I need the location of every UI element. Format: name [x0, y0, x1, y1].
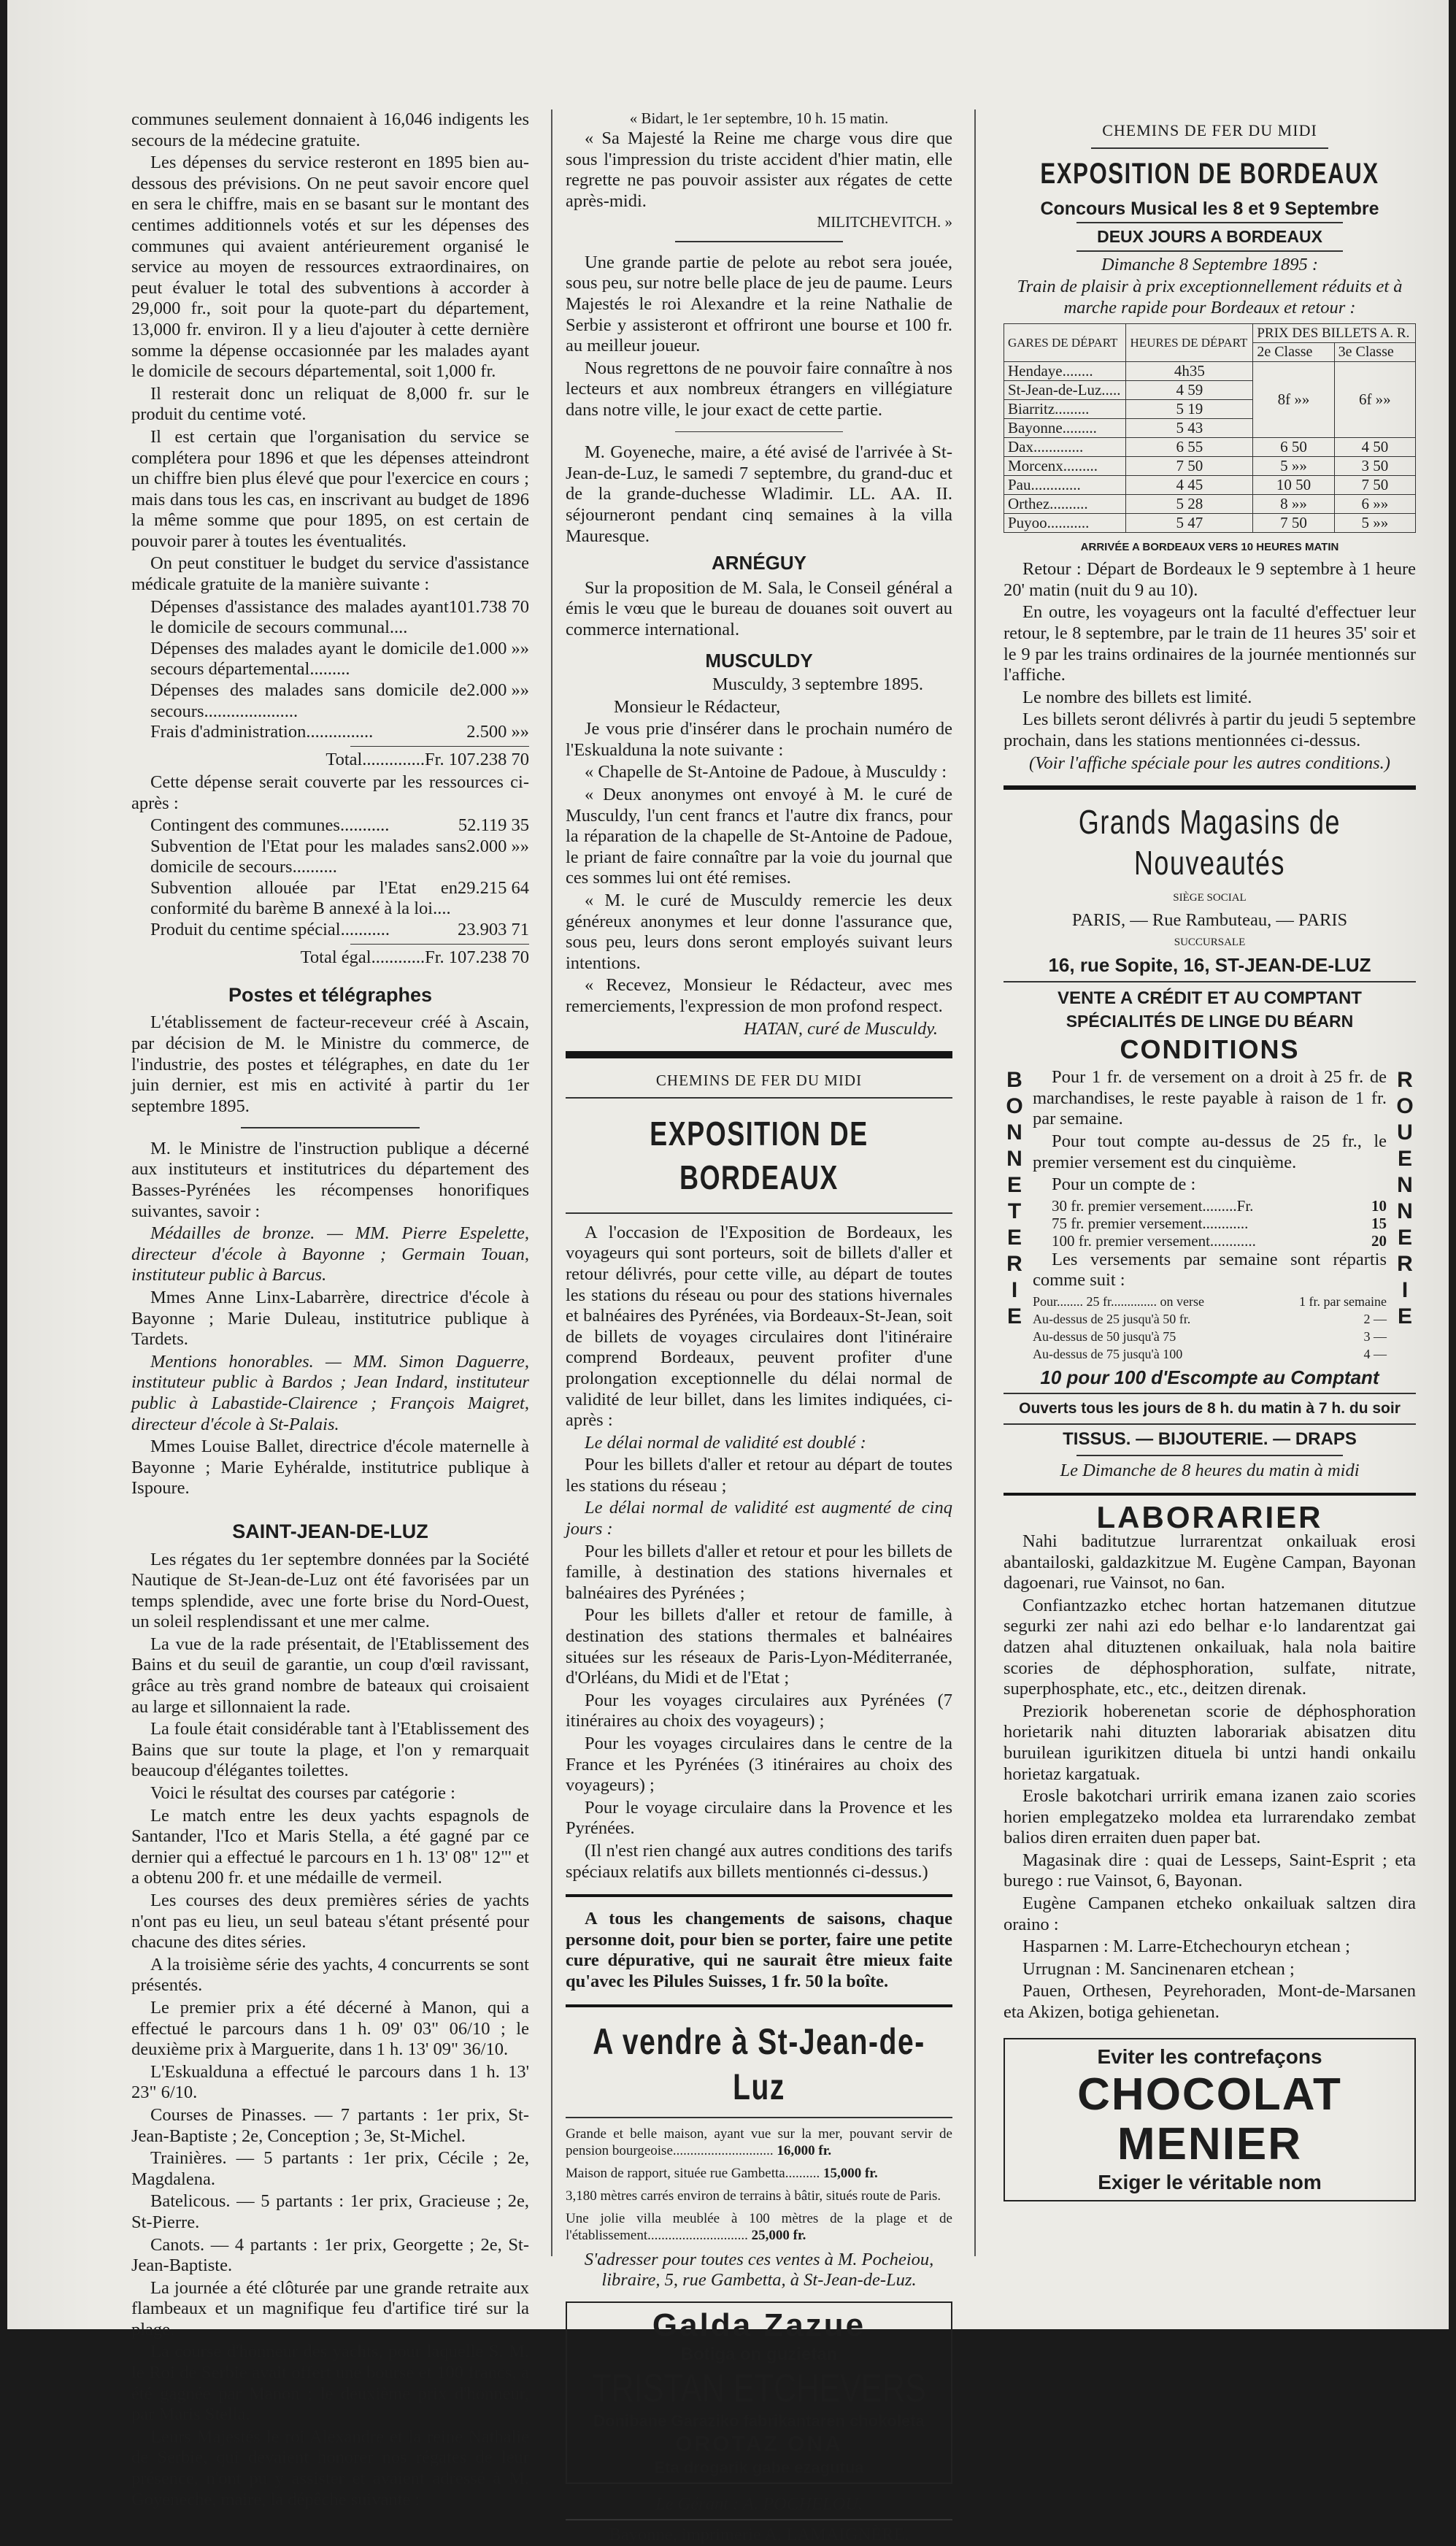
letter: I [1011, 1278, 1018, 1303]
price-2nd: 6 50 [1253, 437, 1334, 456]
divider [566, 1097, 952, 1099]
divider [241, 1127, 420, 1128]
paragraph: Il est certain que l'organisation du service se complétera pour 1896 et que les dépenses atteindront un chiffre bien plus élevé que pour l'exercice en cours ; mais dans tous les cas, en inscrivant au budget de 1896 la même somme que pour 1895, on est certain de pouvoir parer à toutes les éventualités. [131, 426, 529, 551]
paragraph: Les régates du 1er septembre données par la Société Nautique de St-Jean-de-Luz ont été favorisées par un temps splendide, avec une forte brise du Nord-Ouest, un soleil resplendissant et une mer calme. [131, 1549, 529, 1632]
paragraph: Trainières. — 5 partants : 1er prix, Cécile ; 2e, Magdalena. [131, 2148, 529, 2189]
sale-item-price: 16,000 fr. [777, 2142, 832, 2158]
two-days-line: DEUX JOURS A BORDEAUX [1097, 227, 1322, 247]
price-3rd: 3 50 [1334, 456, 1415, 475]
paragraph: Médailles de bronze. — MM. Pierre Espelette, directeur d'école à Bayonne ; Germain Touan, instituteur public à Barcus. [131, 1223, 529, 1285]
chocolat-menier-advert [1004, 2038, 1416, 2201]
paragraph: « Recevez, Monsieur le Rédacteur, avec mes remerciements, l'expression de mon profond respect. [566, 975, 952, 1016]
budget-resources [131, 815, 529, 941]
sale-item-text: 3,180 mètres carrés environ de terrains à bâtir, situés route de Paris. [566, 2188, 941, 2204]
paragraph: Mentions honorables. — MM. Simon Daguerre, instituteur public à Bardos ; Jean Indard, instituteur public à Labastide-Clairence ; François Maigret, directeur d'école à St-Palais. [131, 1351, 529, 1434]
paragraph: Pauen, Orthesen, Peyrehoraden, Mont-de-Marsanen eta Akizen, botiga gehienetan. [1004, 1981, 1416, 2023]
column-3 [1004, 120, 1416, 2249]
budget-value: 52.119 35 [458, 815, 529, 836]
letter: O [1396, 1094, 1414, 1119]
station-time: 4 45 [1126, 475, 1253, 494]
advert-brand: CHOCOLAT [1077, 2069, 1342, 2120]
station-name: Pau............. [1004, 475, 1126, 494]
letter: N [1006, 1147, 1022, 1172]
payment-row [1033, 1345, 1387, 1363]
budget-value: 2.500 »» [466, 722, 529, 742]
advert-line: Donibane Garaziko fabrikantaren chokoleta [593, 2411, 925, 2430]
budget-label: Dépenses des malades ayant le domicile de secours départemental......... [150, 638, 467, 680]
station-name: Dax............. [1004, 437, 1126, 456]
letter: N [1397, 1199, 1413, 1224]
budget-row [131, 680, 529, 722]
thick-divider [566, 1894, 952, 1897]
paragraph: Courses de Pinasses. — 7 partants : 1er prix, St-Jean-Baptiste ; 2e, Conception ; 3e, St-Michel. [131, 2104, 529, 2146]
divider [1004, 981, 1416, 982]
budget-row [131, 815, 529, 837]
account-row [1033, 1215, 1387, 1232]
station-time: 7 50 [1126, 456, 1253, 475]
paragraph: Le délai normal de validité est doublé : [585, 1432, 866, 1453]
exposition-title: EXPOSITION DE BORDEAUX [1040, 157, 1379, 190]
paragraph: Pour tout compte au-dessus de 25 fr., le premier versement est du cinquième. [1033, 1131, 1387, 1172]
paragraph: Pour les billets d'aller et retour et pour les billets de famille, à destination des stations hivernales et balnéaires des Pyrénées ; [566, 1541, 952, 1603]
payment-value: 1 fr. par semaine [1299, 1294, 1387, 1309]
store-goods: TISSUS. — BIJOUTERIE. — DRAPS [1063, 1429, 1357, 1450]
paragraph: Mmes Anne Linx-Labarrère, directrice d'école à Bayonne ; Marie Duleau, institutrice publique à Tardets. [131, 1287, 529, 1350]
sale-item-text: Maison de rapport, située rue Gambetta.......... [566, 2165, 820, 2181]
account-text: 75 fr. premier versement............ [1052, 1214, 1249, 1232]
payment-text: Au-dessus de 75 jusqu'à 100 [1033, 1347, 1183, 1361]
station-time: 4 59 [1126, 380, 1253, 399]
budget-expenses [131, 597, 529, 743]
paragraph: « Sa Majesté la Reine me charge vous dire que sous l'impression du triste accident d'hier matin, elle regrette ne pas pouvoir assister aux régates de cette après-midi. [566, 128, 952, 211]
paragraph: Les dépenses du service resteront en 1895 bien au-dessous des prévisions. On ne peut savoir encore quel en sera le chiffre, mais en se basant sur le montant des centimes additionnels votés et sur les dépenses des communes qui avaient antérieurement organisé le service au moyen de ressources extraordinaires, on peut évaluer le total des subventions à accorder à 29,000 fr., soit pour la quote-part du département, 13,000 fr. environ. Il y a lieu d'ajouter à cette dernière somme la dépense occasionnée par les malades ayant le domicile de secours départemental, soit 1,000 fr. [131, 153, 529, 382]
gerant: Le Gérant : A. POCHELOU. [655, 2493, 863, 2514]
budget-label: Frais d'administration............... [150, 722, 374, 742]
divider [566, 2519, 952, 2520]
train-line: Train de plaisir à prix exceptionnellement réduits et à marche rapide pour Bordeaux et retour : [1017, 277, 1403, 318]
letter: R [1006, 1252, 1022, 1277]
sale-item-text: Une jolie villa meublée à 100 mètres de la plage et de l'établissement............................. [566, 2210, 952, 2243]
advert-line: Eta drogarik gabe ezagutua [654, 2458, 864, 2477]
paragraph: « Deux anonymes ont envoyé à M. le curé de Musculdy, l'un cent francs et l'autre dix francs, pour la réparation de la chapelle de St-Antoine de Padoue, le priant de faire connaître par la voie du journal que ces sommes lui ont été remises. [566, 785, 952, 888]
advert-title: Galda Zazue [652, 2307, 866, 2343]
budget-total: Total..............Fr. 107.238 70 [326, 750, 529, 770]
paragraph: La vue de la rade présentait, de l'Etablissement des Bains et du seuil de garantie, un coup d'œil ravissant, grâce au très grand nombre de bateaux qui croisaient au large et sillonnaient la rade. [131, 1634, 529, 1717]
divider [1004, 1423, 1416, 1425]
paragraph: L'établissement de facteur-receveur créé à Ascain, par décision de M. le Ministre du commerce, de l'industrie, des postes et télégraphes, en date du 1er juin dernier, est mis en activité à partir du 1er septembre 1895. [131, 1012, 529, 1116]
letter: E [1397, 1147, 1412, 1172]
paragraph: M. le Ministre de l'instruction publique a décerné aux instituteurs et institutrices du département des Basses-Pyrénées les récompenses honorifiques suivantes, savoir : [131, 1138, 529, 1221]
station-name: Puyoo........... [1004, 513, 1126, 532]
budget-label: Subvention de l'Etat pour les malades sans domicile de secours.......... [150, 836, 467, 877]
paragraph: Sur la proposition de M. Sala, le Conseil général a émis le vœu que le bureau de douanes soit ouvert au commerce international. [566, 577, 952, 639]
account-value: 20 [1371, 1231, 1387, 1250]
sale-item-price: 25,000 fr. [751, 2227, 806, 2243]
budget-label: Contingent des communes........... [150, 815, 390, 836]
section-title-musculdy: MUSCULDY [705, 650, 813, 672]
paragraph: Hasparnen : M. Larre-Etchechouryn etchean ; [1022, 1937, 1350, 1957]
paragraph: Pour le voyage circulaire dans la Provence et les Pyrénées. [566, 1797, 952, 1839]
advert-line: Exiger le véritable nom [1098, 2170, 1322, 2193]
station-name: Biarritz......... [1004, 399, 1126, 418]
store-branch-label: SUCCURSALE [1174, 937, 1246, 949]
paragraph: L'Eskualduna a effectué le parcours dans 1 h. 13' 23" 6/10. [131, 2061, 529, 2103]
account-value: 10 [1371, 1196, 1387, 1215]
divider [350, 746, 529, 747]
divider [1004, 1393, 1416, 1394]
payment-value: 4 — [1363, 1347, 1387, 1361]
letter: O [1006, 1094, 1023, 1119]
station-name: Morcenx......... [1004, 456, 1126, 475]
divider [566, 2117, 952, 2118]
timetable [1004, 323, 1416, 533]
paragraph: Erosle bakotchari urririk emana izanen zaio scories horien emplegatzeko moldea eta lurrarendako zembat balios diren erraiten duen paper bat. [1004, 1786, 1416, 1848]
station-name: Hendaye........ [1004, 361, 1126, 380]
table-row [1004, 361, 1416, 380]
store-credit: VENTE A CRÉDIT ET AU COMPTANT [1058, 988, 1362, 1009]
store-specialty: SPÉCIALITÉS DE LINGE DU BÉARN [1066, 1012, 1354, 1031]
account-text: 100 fr. premier versement............ [1052, 1231, 1256, 1250]
budget-value: 23.903 71 [458, 920, 529, 940]
budget-label: Dépenses des malades sans domicile de secours..................... [150, 680, 467, 721]
paragraph: Magasinak dire : quai de Lesseps, Saint-Esprit ; eta burego : rue Vainsot, 6, Bayonan. [1004, 1850, 1416, 1891]
price-3rd: 6f »» [1334, 361, 1415, 437]
letter: B [1006, 1068, 1022, 1093]
paragraph: (Il n'est rien changé aux autres conditions des tarifs spéciaux relatifs aux billets mentionnés ci-dessus.) [566, 1840, 952, 1882]
table-row [1004, 475, 1416, 494]
paragraph: Les billets seront délivrés à partir du jeudi 5 septembre prochain, dans les stations mentionnées ci-dessus. [1004, 709, 1416, 750]
paragraph: Urrugnan : M. Sancinenaren etchean ; [1022, 1958, 1295, 1979]
store-hq-label: SIÈGE SOCIAL [1173, 892, 1247, 904]
letter: R [1397, 1068, 1413, 1093]
budget-row [131, 597, 529, 639]
price-2nd: 8 »» [1253, 494, 1334, 513]
paragraph: Preziorik hoberenetan scorie de déphosphoration horietarik nahi dituzten laborariak abisatzen ditu buruilean igurikitzen dituela bi untzi handi onkailu horietaz kargatuak. [1004, 1701, 1416, 1784]
payment-value: 3 — [1363, 1329, 1387, 1344]
sale-item [566, 2188, 952, 2204]
price-3rd: 4 50 [1334, 437, 1415, 456]
table-row [1004, 494, 1416, 513]
paragraph: (Voir l'affiche spéciale pour les autres conditions.) [1029, 753, 1390, 773]
railway-header: CHEMINS DE FER DU MIDI [1102, 121, 1317, 139]
col-header-stations: GARES DE DÉPART [1004, 323, 1126, 361]
letter: I [1401, 1278, 1409, 1303]
col-header-hours: HEURES DE DÉPART [1126, 323, 1253, 361]
sale-contact: S'adresser pour toutes ces ventes à M. Pocheiou, libraire, 5, rue Gambetta, à St-Jean-de-Luz. [584, 2249, 934, 2291]
price-2nd: 10 50 [1253, 475, 1334, 494]
paragraph: communes seulement donnaient à 16,046 indigents les secours de la médecine gratuite. [131, 109, 529, 150]
divider [1076, 1455, 1343, 1456]
station-time: 5 43 [1126, 418, 1253, 437]
arrival-line: ARRIVÉE A BORDEAUX VERS 10 HEURES MATIN [1080, 540, 1339, 553]
paragraph: A l'occasion de l'Exposition de Bordeaux, les voyageurs qui sont porteurs, soit de billets d'aller et retour délivrés, pour cette ville, au départ de toutes les stations du réseau ou pour des stations hivernales et balnéaires des Pyrénées, via Bordeaux-St-Jean, soit de billets de voyages circulaires dont l'itinéraire comprend Bordeaux, peuvent profiter d'une prolongation exceptionnelle du délai normal de validité de leur billet, dans les limites indiquées, ci-après : [566, 1222, 952, 1431]
store-hq-address: PARIS, — Rue Rambuteau, — PARIS [1071, 909, 1348, 930]
paragraph: Pour les voyages circulaires aux Pyrénées (7 itinéraires au choix des voyageurs) ; [566, 1690, 952, 1731]
budget-value: 101.738 70 [448, 596, 529, 617]
price-3rd: 6 »» [1334, 494, 1415, 513]
section-title-arneguy: ARNÉGUY [711, 552, 806, 574]
discount-line: 10 pour 100 d'Escompte au Comptant [1040, 1366, 1379, 1388]
table-row [1004, 513, 1416, 532]
paragraph: Pour les voyages circulaires dans le centre de la France et les Pyrénées (3 itinéraires au choix des voyageurs) ; [566, 1734, 952, 1796]
divider [675, 431, 843, 433]
concert-line: Concours Musical les 8 et 9 Septembre [1040, 198, 1379, 219]
payment-row [1033, 1328, 1387, 1345]
station-time: 4h35 [1126, 361, 1253, 380]
paragraph: En outre, les voyageurs ont la faculté d'effectuer leur retour, le 8 septembre, par le train de 11 heures 35' soir et le 9 par les trains ordinaires de la journée mentionnés sur l'affiche. [1004, 602, 1416, 685]
table-row [1004, 456, 1416, 475]
letter-signature: HATAN, curé de Musculdy. [743, 1018, 938, 1039]
letter: E [1006, 1226, 1022, 1250]
paragraph: Pour 1 fr. de versement on a droit à 25 fr. de marchandises, le reste payable à raison de 1 fr. par semaine. [1033, 1067, 1387, 1129]
budget-value: 2.000 »» [466, 836, 529, 856]
divider [566, 1212, 952, 1214]
paragraph: Les courses des deux premières séries de yachts n'ont pas eu lieu, un seul bateau s'étant présenté pour chacune des dites séries. [131, 1891, 529, 1953]
sale-item-price: 15,000 fr. [823, 2165, 878, 2181]
sale-item [566, 2165, 952, 2182]
letter: U [1397, 1120, 1413, 1145]
station-time: 6 55 [1126, 437, 1253, 456]
sunday-hours: Le Dimanche de 8 heures du matin à midi [1060, 1460, 1360, 1480]
advert-line: Eviter les contrefaçons [1097, 2045, 1322, 2068]
paragraph: Leurs Majestés le roi Alexandre et la reine Nathalie de Serbie, qui devaient honorer nos régates de leur présence, n'ont pu y assister et avaient adressé à M. Goyeneche, maire, la dépêche suivante : [131, 2426, 529, 2510]
budget-row [131, 639, 529, 680]
paragraph: On peut constituer le budget du service d'assistance médicale gratuite de la manière suivante : [131, 553, 529, 595]
paragraph: Il resterait donc un reliquat de 8,000 fr. sur le produit du centime voté. [131, 383, 529, 425]
paragraph: La journée a été clôturée par une grande retraite aux flambeaux et un magnifique feu d'artifice tiré sur la plage. [131, 2277, 529, 2339]
payment-text: Pour........ 25 fr.............. on verse [1033, 1294, 1204, 1309]
laborarier-title: LABORARIER [1096, 1500, 1323, 1535]
for-sale-title: A vendre à St-Jean-de-Luz [593, 2020, 925, 2107]
thick-divider [1004, 785, 1416, 790]
paragraph: Nous regrettons de ne pouvoir faire connaître à nos lecteurs et aux nombreux étrangers en villégiature dans notre ville, le jour exact de cette partie. [566, 358, 952, 420]
budget-label: Dépenses d'assistance des malades ayant le domicile de secours communal.... [150, 596, 449, 638]
chocolate-advert [566, 2301, 952, 2484]
account-text: 30 fr. premier versement.........Fr. [1052, 1196, 1254, 1215]
pills-advert: A tous les changements de saisons, chaque personne doit, pour bien se porter, faire une petite cure dépurative, qui ne saurait être mieux faite qu'avec les Pilules Suisses, 1 fr. 50 la boîte. [566, 1909, 952, 1991]
station-time: 5 28 [1126, 494, 1253, 513]
paragraph: Le nombre des billets est limité. [1022, 687, 1252, 707]
paragraph: Cette dépense serait couverte par les ressources ci-après : [131, 772, 529, 813]
letter-date: Musculdy, 3 septembre 1895. [712, 674, 923, 695]
store-branch-address: 16, rue Sopite, 16, ST-JEAN-DE-LUZ [1048, 953, 1371, 976]
col-header-3rd: 3e Classe [1334, 342, 1415, 361]
paragraph: A la troisième série des yachts, 4 concurrents se sont présentés. [131, 1954, 529, 1996]
paragraph: Le match entre les deux yachts espagnols de Santander, l'Ico et Maris Stella, a été gagné par ce dernier qui a effectué le parcours en 1 h. 13' 08" 12"' et a obtenu 200 fr. et une médaille de vermeil. [131, 1805, 529, 1888]
budget-total: Total égal............Fr. 107.238 70 [300, 947, 529, 968]
price-2nd: 8f »» [1253, 361, 1334, 437]
thick-divider [566, 1051, 952, 1058]
payment-row [1033, 1293, 1387, 1310]
sale-item [566, 2210, 952, 2244]
rouennerie-vertical-label [1394, 1067, 1416, 1330]
paragraph: M. Goyeneche, maire, a été avisé de l'arrivée à St-Jean-de-Luz, le samedi 7 septembre, du grand-duc et de la grande-duchesse Wladimir. LL. AA. II. séjourneront pendant cinq semaines à la villa Mauresque. [566, 442, 952, 546]
account-row [1033, 1232, 1387, 1250]
paragraph: Canots. — 4 partants : 1er prix, Georgette ; 2e, St-Jean-Baptiste. [131, 2234, 529, 2276]
letter: R [1397, 1252, 1413, 1277]
column-divider-1 [551, 109, 552, 2256]
newspaper-page [7, 0, 1449, 2545]
paragraph: Je vous prie d'insérer dans le prochain numéro de l'Eskualduna la note suivante : [566, 719, 952, 760]
price-3rd: 5 »» [1334, 513, 1415, 532]
thick-divider [566, 2004, 952, 2007]
paragraph: Retour : Départ de Bordeaux le 9 septembre à 1 heure 20' matin (nuit du 9 au 10). [1004, 559, 1416, 600]
paragraph: Eugène Campanen etcheko onkailuak saltzen dira oraino : [1004, 1893, 1416, 1934]
letter: E [1397, 1226, 1412, 1250]
paragraph: Confiantzazko etchec hortan hatzemanen ditutzue segurki zer nahi azi edo belhar e·lo landarentzat gai datzen ahal dituztenen onkailuak, hala nola baitire scories de déphosphoration, sulfate, nitrate, superphosphate, etc., etc., deitzen direnak. [1004, 1595, 1416, 1699]
paragraph: Pour les billets d'aller et retour de famille, à destination des stations thermales et balnéaires situées sur les réseaux de Paris-Lyon-Méditerranée, d'Orléans, du Midi et de l'Etat ; [566, 1605, 952, 1688]
dispatch-header: « Bidart, le 1er septembre, 10 h. 15 matin. [629, 109, 889, 127]
divider [1076, 222, 1343, 223]
station-name: Bayonne......... [1004, 418, 1126, 437]
divider [350, 944, 529, 945]
budget-row [131, 878, 529, 920]
paragraph: Voici le résultat des courses par catégorie : [150, 1783, 455, 1804]
payment-text: Au-dessus de 25 jusqu'à 50 fr. [1033, 1312, 1191, 1326]
price-2nd: 7 50 [1253, 513, 1334, 532]
column-2 [566, 109, 952, 2545]
paragraph: Le premier prix a été décerné à Manon, qui a effectué le parcours dans 1 h. 09' 03" 06/10 ; le deuxième prix à Marguerite, dans 1 h. 13' 09" 36/10. [131, 1997, 529, 2060]
opening-hours: Ouverts tous les jours de 8 h. du matin à 7 h. du soir [1019, 1399, 1401, 1417]
letter: E [1006, 1304, 1022, 1329]
paragraph: Monsieur le Rédacteur, [614, 696, 781, 717]
railway-header: CHEMINS DE FER DU MIDI [655, 1072, 863, 1090]
station-name: Orthez.......... [1004, 494, 1126, 513]
divider [1091, 147, 1328, 149]
letter: N [1397, 1173, 1413, 1198]
table-row [1004, 437, 1416, 456]
paragraph: La course d'honneur des yachts, pour laquelle S. M. le Roi de Serbie avait offert une bourse et 100 francs, a été gagnée par Manon ; le deuxième prix d'honneur, par Maris Stella. [131, 2342, 529, 2425]
station-time: 5 47 [1126, 513, 1253, 532]
col-header-2nd: 2e Classe [1253, 342, 1334, 361]
paragraph: « M. le curé de Musculdy remercie les deux généreux anonymes et leur donne l'assurance que, sous peu, leurs dons seront employés suivant leurs intentions. [566, 891, 952, 973]
payment-value: 2 — [1363, 1312, 1387, 1326]
payment-text: Au-dessus de 50 jusqu'à 75 [1033, 1329, 1176, 1344]
printer: Bayonne, imprimerie A. LAMAIGNÈRE. [609, 2525, 909, 2545]
station-time: 5 19 [1126, 399, 1253, 418]
budget-row [131, 920, 529, 941]
divider [675, 241, 843, 242]
price-3rd: 7 50 [1334, 475, 1415, 494]
store-title: Grands Magasins de Nouveautés [1078, 803, 1341, 882]
letter: N [1006, 1120, 1022, 1145]
paragraph: Pour un compte de : [1052, 1174, 1196, 1195]
budget-value: 2.000 »» [466, 680, 529, 701]
account-value: 15 [1371, 1214, 1387, 1232]
paragraph: Mmes Louise Ballet, directrice d'école maternelle à Bayonne ; Marie Eyhéralde, institutrice publique à Ispoure. [131, 1437, 529, 1499]
letter: T [1007, 1199, 1022, 1224]
paragraph: Nahi baditutzue lurrarentzat onkailuak erosi abantailoski, galdazkitzue M. Eugène Campan, Bayonan dagoenari, rue Vainsot, no 6an. [1004, 1531, 1416, 1593]
payment-row [1033, 1310, 1387, 1328]
bonneterie-vertical-label [1004, 1067, 1025, 1330]
column-1 [131, 109, 529, 2510]
paragraph: Batelicous. — 5 partants : 1er prix, Gracieuse ; 2e, St-Pierre. [131, 2191, 529, 2232]
budget-label: Produit du centime spécial........... [150, 920, 390, 940]
account-row [1033, 1197, 1387, 1215]
divider [1076, 250, 1343, 252]
section-title-postes: Postes et télégraphes [228, 983, 433, 1006]
exposition-title: EXPOSITION DE BORDEAUX [650, 1114, 868, 1196]
sale-item-text: Grande et belle maison, ayant vue sur la mer, pouvant servir de pension bourgeoise............................. [566, 2126, 952, 2158]
advert-brand: TRISTAN ETCHEVERS [592, 2366, 926, 2410]
paragraph: Les versements par semaine sont répartis comme suit : [1033, 1249, 1387, 1291]
advert-line: OROTAZ ONA [675, 2431, 843, 2456]
budget-value: 29.215 64 [458, 877, 529, 898]
sunday-line: Dimanche 8 Septembre 1895 : [1101, 254, 1319, 274]
paragraph: Pour les billets d'aller et retour au départ de toutes les stations du réseau ; [566, 1455, 952, 1496]
letter: E [1006, 1173, 1022, 1198]
budget-row [131, 722, 529, 743]
conditions-title: CONDITIONS [1120, 1034, 1300, 1064]
station-name: St-Jean-de-Luz..... [1004, 380, 1126, 399]
advert-brand: MENIER [1117, 2118, 1303, 2169]
letter: E [1397, 1304, 1412, 1329]
paragraph: Le délai normal de validité est augmenté de cinq jours : [566, 1498, 952, 1539]
paragraph: La foule était considérable tant à l'Etablissement des Bains que sur toute la plage, et l'on y remarquait beaucoup d'élégantes toilettes. [131, 1719, 529, 1781]
paragraph: Une grande partie de pelote au rebot sera jouée, sous peu, sur notre belle place de jeu de paume. Leurs Majestés le roi Alexandre et la reine Nathalie de Serbie y assisteront et offriront une bourse et 100 fr. au meilleur joueur. [566, 252, 952, 356]
budget-label: Subvention allouée par l'Etat en conformité du barème B annexé à la loi.... [150, 877, 458, 919]
paragraph: « Chapelle de St-Antoine de Padoue, à Musculdy : [585, 762, 947, 782]
section-title-saint-jean-de-luz: SAINT-JEAN-DE-LUZ [232, 1520, 428, 1542]
price-2nd: 5 »» [1253, 456, 1334, 475]
budget-value: 1.000 »» [466, 638, 529, 658]
sale-item [566, 2126, 952, 2159]
col-header-prices: PRIX DES BILLETS A. R. [1253, 323, 1416, 342]
conditions-block [1004, 1067, 1416, 1363]
thick-divider [1004, 1493, 1416, 1496]
column-divider-2 [974, 109, 976, 2256]
dispatch-signature: MILITCHEVITCH. » [817, 213, 952, 231]
advert-line: Botiga on guzietan [680, 2344, 838, 2364]
budget-row [131, 837, 529, 878]
